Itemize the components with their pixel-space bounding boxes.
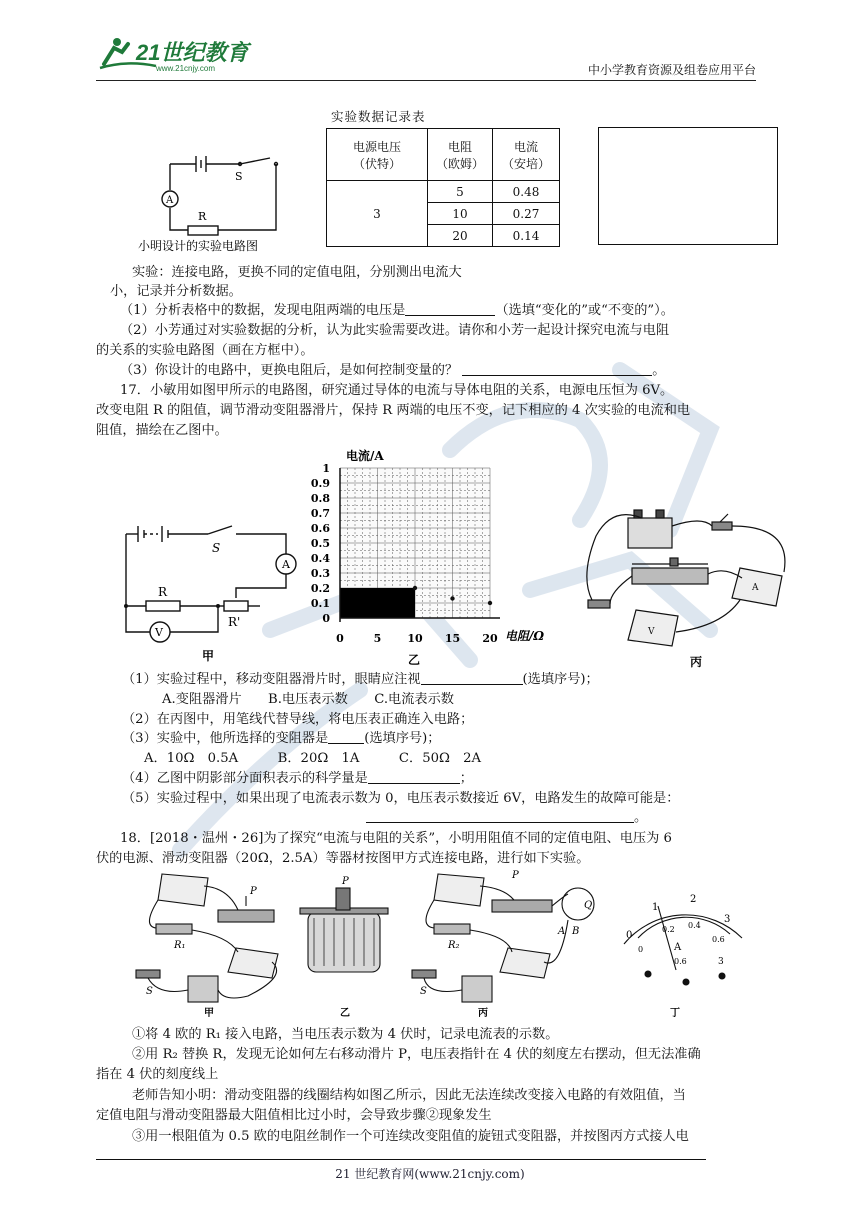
part-label: P <box>512 870 519 881</box>
col-current-l2: （安培） <box>501 156 550 171</box>
y-tick-label: 0.9 <box>310 477 330 490</box>
data-point <box>450 596 454 600</box>
q17-options3: A．10Ω 0.5A B．20Ω 1A C．50Ω 2A <box>144 751 482 766</box>
label-a: A <box>282 558 290 571</box>
voltmeter-letter: V <box>648 627 655 637</box>
q17-sub5-end: 。 <box>634 810 648 825</box>
q18-teacher1: 老师告知小明：滑动变阻器的线圈结构如图乙所示，因此无法连续改变接入电路的有效阻值，当 <box>132 1088 686 1103</box>
voltage-cell: 3 <box>327 181 428 247</box>
label-r: R <box>198 210 207 223</box>
q17-line2: 改变电阻 R 的阻值，调节滑动变阻器滑片，保持 R 两端的电压不变，记下相应的 4 次实验的电流和电 <box>96 403 691 418</box>
meter-scale: 0 <box>626 930 633 941</box>
q17-line1: 17．小敏用如图甲所示的电路图，研究通过导体的电流与导体电阻的关系，电源电压恒为 6V。 <box>120 383 674 398</box>
label-a: A <box>166 195 174 206</box>
part-label: S <box>146 986 153 997</box>
q16-sub2-cont: 的关系的实验电路图（画在方框中）。 <box>96 343 314 358</box>
meter-scale: 0.2 <box>662 925 675 934</box>
shaded-area <box>340 588 415 618</box>
part-label: Q <box>584 900 593 911</box>
y-tick-label: 0.8 <box>310 492 330 505</box>
meter-terminal: A <box>674 942 682 953</box>
answer-blank[interactable] <box>462 362 652 376</box>
y-tick-label: 0.6 <box>310 522 330 535</box>
label-s: S <box>235 170 243 183</box>
resistance-cell: 10 <box>428 203 493 225</box>
x-tick-label: 15 <box>444 632 461 645</box>
q17-sub5-blank <box>366 808 647 828</box>
y-tick-label: 0.3 <box>310 567 330 580</box>
x-tick-label: 5 <box>373 632 382 645</box>
meter-scale: 1 <box>652 902 659 913</box>
col-voltage-l1: 电源电压 <box>352 139 401 154</box>
fig-label-jia: 甲 <box>204 1008 214 1019</box>
fig-label-jia: 甲 <box>202 649 215 663</box>
data-point <box>413 586 417 590</box>
footer-divider <box>96 1159 706 1160</box>
meter-scale: 3 <box>724 914 731 925</box>
col-current-l1: 电流 <box>513 139 538 154</box>
current-cell: 0.48 <box>493 181 560 203</box>
part-label: S <box>420 986 427 997</box>
q18-step2: ②用 R₂ 替换 R，发现无论如何左右移动滑片 P，电压表指针在 4 伏的刻度左右摆动，但无法准确 <box>132 1047 701 1062</box>
y-tick-label: 0.7 <box>310 507 330 520</box>
x-tick-label: 0 <box>336 632 344 645</box>
q16-sub3-end: 。 <box>652 363 666 378</box>
circuit-caption: 小明设计的实验电路图 <box>138 239 259 253</box>
q18-figures <box>128 866 758 1024</box>
platform-name: 中小学教育资源及组卷应用平台 <box>587 63 756 77</box>
label-v: V <box>155 626 163 639</box>
y-tick-label: 0.1 <box>310 597 330 610</box>
y-tick-label: 0.2 <box>310 582 330 595</box>
q18-line1: 18．[2018・温州・26]为了探究“电流与电阻的关系”，小明用阻值不同的定值电阻、电压为 6 <box>120 831 672 846</box>
fig-label-yi: 乙 <box>408 653 421 667</box>
meter-scale: 0 <box>638 945 644 954</box>
footer-text: 21 世纪教育网(www.21cnjy.com) <box>335 1167 525 1181</box>
logo-url: www.21cnjy.com <box>156 64 215 73</box>
part-label: B <box>572 926 580 937</box>
q16-sub3-text: （3）你设计的电路中，更换电阻后，是如何控制变量的？ <box>120 363 459 378</box>
meter-scale: 0.4 <box>688 921 701 930</box>
q16-sub1 <box>120 301 674 321</box>
q17-options1: A.变阻器滑片 B.电压表示数 C.电流表示数 <box>162 692 454 707</box>
x-tick-label: 20 <box>482 632 498 645</box>
fig-label-yi: 乙 <box>340 1008 350 1019</box>
q18-step3: ③用一根阻值为 0.5 欧的电阻丝制作一个可连续改变阻值的旋钮式变阻器，并按图丙方式接人电 <box>132 1129 689 1144</box>
answer-blank[interactable] <box>421 671 523 685</box>
q17-sub3-text: （3）实验中，他所选择的变阻器是 <box>122 731 329 746</box>
meter-terminal: 3 <box>718 957 724 967</box>
q16-sub1-text: （1）分析表格中的数据，发现电阻两端的电压是 <box>120 303 406 318</box>
q17-circuit-jia <box>118 520 308 666</box>
site-logo <box>96 34 256 74</box>
resistance-cell: 20 <box>428 225 493 247</box>
resistance-cell: 5 <box>428 181 493 203</box>
q17-sub4-text: （4）乙图中阴影部分面积表示的科学量是 <box>122 771 368 786</box>
q16-line2: 小，记录并分析数据。 <box>110 284 242 299</box>
q17-sub5: （5）实验过程中，如果出现了电流表示数为 0，电压表示数接近 6V，电路发生的故障可能是： <box>122 791 680 806</box>
data-point <box>488 601 492 605</box>
q18-teacher2: 定值电阻与滑动变阻器最大阻值相比过小时，会导致步骤②现象发生 <box>96 1108 492 1123</box>
q17-sub1 <box>122 670 599 690</box>
current-cell: 0.14 <box>493 225 560 247</box>
answer-blank[interactable] <box>405 302 495 316</box>
q16-sub3 <box>120 361 665 381</box>
q17-sub4-suffix: ； <box>459 771 473 786</box>
col-resistance-l1: 电阻 <box>447 139 472 154</box>
meter-scale: 2 <box>690 894 697 905</box>
meter-scale: 0.6 <box>712 935 725 944</box>
q17-sub1-text: （1）实验过程中，移动变阻器滑片时，眼睛应注视 <box>122 672 421 687</box>
y-tick-label: 0.4 <box>310 552 330 565</box>
q16-circuit-diagram <box>130 150 310 256</box>
q17-sub3 <box>122 729 440 749</box>
y-tick-label: 0.5 <box>310 537 330 550</box>
logo-text: 21世纪教育 <box>136 40 249 65</box>
data-record-table <box>326 128 560 247</box>
col-voltage-l2: （伏特） <box>352 156 401 171</box>
part-label: P <box>250 886 257 897</box>
label-r: R <box>158 585 168 599</box>
label-s: S <box>212 541 221 555</box>
answer-blank[interactable] <box>368 770 460 784</box>
q17-sub3-suffix: (选填序号)； <box>364 731 441 746</box>
q16-line1: 实验：连接电路，更换不同的定值电阻，分别测出电流大 <box>132 265 462 280</box>
q17-sub2: （2）在丙图中，用笔线代替导线，将电压表正确连入电路； <box>122 712 474 727</box>
q16-sub2: （2）小芳通过对实验数据的分析，认为此实验需要改进。请你和小芳一起设计探究电流与电阻 <box>120 323 670 338</box>
table-title: 实验数据记录表 <box>331 109 426 124</box>
q18-line2: 伏的电源、滑动变阻器（20Ω，2.5A）等器材按图甲方式连接电路，进行如下实验。 <box>96 851 590 866</box>
part-label: P <box>342 876 349 887</box>
q18-step2-cont: 指在 4 伏的刻度线上 <box>96 1067 219 1082</box>
x-axis-label: 电阻/Ω <box>505 629 545 643</box>
q17-sub4 <box>122 769 473 789</box>
fig-label-bing: 丙 <box>690 655 703 669</box>
answer-blank[interactable] <box>366 809 634 823</box>
q17-chart-yi <box>300 440 570 670</box>
part-label: R₂ <box>448 940 460 951</box>
part-label: A <box>558 926 566 937</box>
y-tick-label: 0 <box>322 612 330 625</box>
ammeter-letter: A <box>752 583 759 593</box>
answer-box[interactable] <box>598 127 778 245</box>
q16-sub1-suffix: （选填“变化的”或“不变的”）。 <box>495 303 674 318</box>
header-divider <box>96 80 756 81</box>
fig-label-ding: 丁 <box>670 1008 680 1019</box>
label-r-prime: R' <box>228 615 241 629</box>
fig-label-bing: 丙 <box>478 1008 488 1019</box>
current-cell: 0.27 <box>493 203 560 225</box>
y-axis-label: 电流/A <box>346 449 384 463</box>
part-label: R₁ <box>174 940 186 951</box>
meter-terminal: 0.6 <box>674 957 687 966</box>
q18-step1: ①将 4 欧的 R₁ 接入电路，当电压表示数为 4 伏时，记录电流表的示数。 <box>132 1027 559 1042</box>
q17-sub1-suffix: (选填序号)； <box>522 672 599 687</box>
y-tick-label: 1 <box>322 462 330 475</box>
col-resistance-l2: （欧姆） <box>435 156 484 171</box>
q17-apparatus-bing <box>572 496 804 672</box>
q17-line3: 阻值，描绘在乙图中。 <box>96 423 228 438</box>
x-tick-label: 10 <box>407 632 423 645</box>
answer-blank[interactable] <box>328 730 364 744</box>
